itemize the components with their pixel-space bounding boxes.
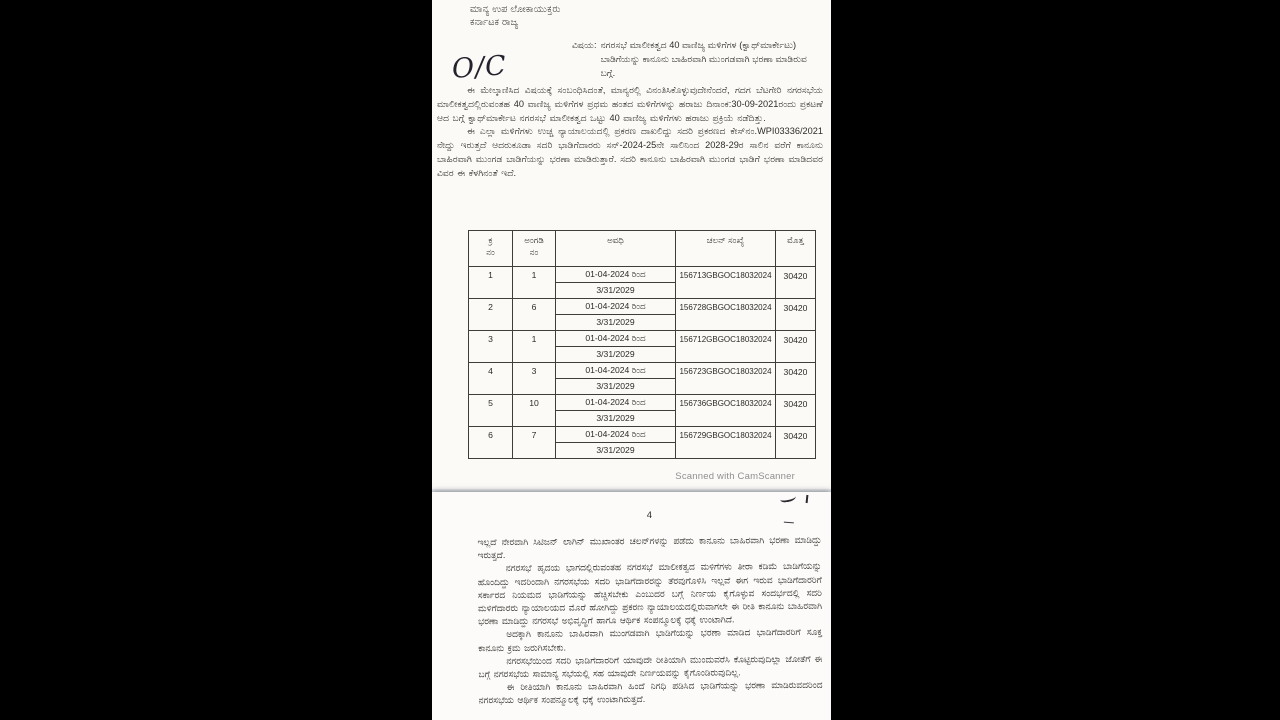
cell-amount: 30420 — [776, 299, 816, 331]
cell-amount: 30420 — [776, 395, 816, 427]
body-paragraph: ಈ ರೀತಿಯಾಗಿ ಕಾನೂನು ಬಾಹಿರವಾಗಿ ಹಿಂದೆ ನಿಗಧಿ ಪಡಿಸಿದ ಭಾಡಿಗೆಯನ್ನು ಭರಣಾ ಮಾಡಿರುವದರಿಂದ ನಗರಸಭೆಯ ಆರ್ಥಿಕ ಸಂಪನ್ಮೂಲಕ್ಕೆ ಧಕ್ಕೆ ಉಂಟಾಗಿರುತ್ತದೆ. — [478, 680, 823, 706]
cell-period-to: 3/31/2029 — [556, 315, 676, 331]
cell-period-from: 01-04-2024 ರಿಂದ — [556, 267, 676, 283]
cell-shop: 10 — [513, 395, 556, 427]
cell-challan: 156713GBGOC18032024 — [676, 267, 776, 299]
subject-block — [572, 38, 824, 80]
scanned-document — [432, 0, 831, 720]
table-row — [469, 299, 816, 315]
cell-shop: 3 — [513, 363, 556, 395]
camscanner-watermark: Scanned with CamScanner — [675, 471, 795, 482]
handwritten-oc-mark: O/C — [450, 50, 508, 85]
cell-sl: 1 — [469, 267, 513, 299]
header-amount: ಮೊತ್ತ — [776, 231, 816, 267]
rent-payment-table — [468, 230, 816, 459]
table-row — [469, 395, 816, 411]
subject-line-1: ನಗರಸಭೆ ಮಾಲೀಕತ್ವದ 40 ವಾಣಿಜ್ಯ ಮಳಿಗೆಗಳ (ಕ್ವಾಥ್‌ಮಾರ್ಕೇಟು) — [600, 40, 797, 50]
cell-period-from: 01-04-2024 ರಿಂದ — [556, 363, 676, 379]
recipient-line-2: ಕರ್ನಾಟಕ ರಾಜ್ಯ — [470, 17, 519, 28]
page-number: 4 — [646, 509, 653, 522]
cell-period-to: 3/31/2029 — [556, 347, 676, 363]
table-row — [469, 363, 816, 379]
body-paragraph-continuation: ಇಲ್ಲದೆ ನೇರವಾಗಿ ಸಿಟಿಜನ್ ಲಾಗಿನ್ ಮುಖಾಂತರ ಚಲನ್‌ಗಳನ್ನು ಪಡೆದು ಕಾನೂನು ಬಾಹಿರವಾಗಿ ಭರಣಾ ಮಾಡಿದ್ದು ಇರುತ್ತದೆ. — [477, 534, 822, 561]
cell-period-from: 01-04-2024 ರಿಂದ — [556, 395, 676, 411]
cell-shop: 6 — [513, 299, 556, 331]
header-challan-no: ಚಲನ್ ಸಂಖ್ಯೆ — [676, 231, 776, 267]
page-2-body — [477, 509, 822, 708]
cell-sl: 4 — [469, 363, 513, 395]
cell-challan: 156729GBGOC18032024 — [676, 427, 776, 459]
header-sl-no: ಕ್ರ ನಂ — [469, 231, 513, 267]
letter-body — [437, 84, 823, 181]
cell-period-from: 01-04-2024 ರಿಂದ — [556, 427, 676, 443]
cell-amount: 30420 — [776, 267, 816, 299]
body-paragraph-2: ಈ ಎಲ್ಲಾ ಮಳಿಗೆಗಳು ಉಚ್ಚ ನ್ಯಾಯಾಲಯದಲ್ಲಿ ಪ್ರಕರಣ ದಾಖಲಿದ್ದು ಸದರಿ ಪ್ರಕರಣದ ಕೇಸ್‌ನಂ.WPI03336/2021 ನೇದ್ದು ಇರುತ್ತದೆ ಆದರುಕೂಡಾ ಸದರಿ ಭಾಡಿಗೆದಾರರು ಸನ್-2024-25ನೇ ಸಾಲಿನಿಂದ 2028-29ರ ಸಾಲಿನ ವರೆಗೆ ಕಾನೂನು ಬಾಹಿರವಾಗಿ ಮುಂಗಡ ಬಾಡಿಗೆಯನ್ನು ಭರಣಾ ಮಾಡಿರುತ್ತಾರೆ. ಸದರಿ ಕಾನೂನು ಬಾಹಿರವಾಗಿ ಮುಂಗಡ ಭಾಡಿಗೆ ಭರಣಾ ಮಾಡಿದವರ ವಿವರ ಈ ಕೆಳಗಿನಂತೆ ಇದೆ. — [437, 126, 823, 178]
cell-challan: 156736GBGOC18032024 — [676, 395, 776, 427]
cell-period-to: 3/31/2029 — [556, 379, 676, 395]
pen-scribble — [780, 493, 797, 503]
body-paragraph: ನಗರಸಭೆಯಿಂದ ಸದರಿ ಭಾಡಿಗೆದಾರರಿಗೆ ಯಾವುದೇ ರೀತಿಯಾಗಿ ಮುಂದುವರೆಸಿ ಕೊಟ್ಟಿರುವುದಿಲ್ಲಾ ಜೋತೆಗೆ ಈ ಬಗ್ಗೆ ನಗರಸಭೆಯ ಸಾಮಾನ್ಯ ಸಭೆಯಲ್ಲಿ ಸಹ ಯಾವುದೇ ನಿರ್ಣಯವನ್ನು ಕೈಗೊಂಡಿರುವುದಿಲ್ಲ. — [478, 653, 823, 680]
cell-period-from: 01-04-2024 ರಿಂದ — [556, 331, 676, 347]
subject-label: ವಿಷಯ: — [572, 40, 597, 50]
cell-sl: 2 — [469, 299, 513, 331]
table-row — [469, 267, 816, 283]
cell-shop: 7 — [513, 427, 556, 459]
cell-period-to: 3/31/2029 — [556, 411, 676, 427]
header-shop-no: ಅಂಗಡಿ ನಂ — [513, 231, 556, 267]
cell-sl: 3 — [469, 331, 513, 363]
cell-amount: 30420 — [776, 363, 816, 395]
cell-period-from: 01-04-2024 ರಿಂದ — [556, 299, 676, 315]
cell-amount: 30420 — [776, 331, 816, 363]
pen-scribble — [806, 495, 809, 503]
cell-sl: 6 — [469, 427, 513, 459]
subject-line-3: ಬಗ್ಗೆ. — [600, 68, 616, 78]
page-1 — [432, 0, 831, 490]
header-period: ಅವಧಿ — [556, 231, 676, 267]
cell-shop: 1 — [513, 331, 556, 363]
table-row — [469, 427, 816, 443]
recipient-line-1: ಮಾನ್ಯ ಉಪ ಲೋಕಾಯುಕ್ತರು — [470, 4, 561, 15]
cell-period-to: 3/31/2029 — [556, 443, 676, 459]
subject-lines — [601, 38, 824, 80]
cell-period-to: 3/31/2029 — [556, 283, 676, 299]
letter-recipient-header — [470, 3, 561, 29]
cell-challan: 156712GBGOC18032024 — [676, 331, 776, 363]
page-2 — [432, 492, 831, 720]
cell-sl: 5 — [469, 395, 513, 427]
cell-shop: 1 — [513, 267, 556, 299]
cell-challan: 156723GBGOC18032024 — [676, 363, 776, 395]
table-header-row — [469, 231, 816, 267]
body-paragraph-1: ಈ ಮೇಲ್ಕಾಣಿಸಿದ ವಿಷಯಕ್ಕೆ ಸಂಬಂಧಿಸಿದಂತೆ, ಮಾನ್ಯರಲ್ಲಿ ವಿನಂತಿಸಿಕೊಳ್ಳುವುದೇನೆಂದರೆ, ಗದಗ ಬೆಟಗೇರಿ ನಗರಸಭೆಯ ಮಾಲೀಕತ್ವದಲ್ಲಿರುವಂತಹ 40 ವಾಣಿಜ್ಯ ಮಳಿಗೆಗಳ ಪ್ರಥಮ ಹಂತದ ಮಳಿಗೆಗಳನ್ನು ಹರಾಜು ದಿನಾಂಕ:30-09-2021ರಂದು ಪ್ರಕಟಣೆ ಆದ ಬಗ್ಗೆ ಕ್ವಾಥ್‌ಮಾರ್ಕೇಟ ನಗರಸಭೆ ಮಾಲೀಕತ್ವದ ಒಟ್ಟು 40 ವಾಣಿಜ್ಯ ಮಳಿಗೆಗಳು ಹರಾಜು ಪ್ರಕ್ರಿಯೆ ನಡೆದಿತ್ತು. — [437, 85, 823, 123]
body-paragraph: ನಗರಸಭೆ ಹೃದಯ ಭಾಗದಲ್ಲಿರುವಂತಹ ನಗರಸಭೆ ಮಾಲೀಕತ್ವದ ಮಳಿಗೆಗಳು ತೀರಾ ಕಡಿಮೆ ಬಾಡಿಗೆಯನ್ನು ಹೊಂದಿದ್ದು ಇದರಿಂದಾಗಿ ನಗರಸಭೆಯ ಸದರಿ ಭಾಡಿಗೆದಾರರನ್ನು ತೆರವುಗೊಳಿಸಿ ಇಲ್ಲವೆ ಈಗ ಇರುವ ಭಾಡಿಗೆದಾರರಿಗೆ ಸರ್ಕಾರದ ನಿಯಮದ ಭಾಡಿಗೆಯನ್ನು ಹೆಚ್ಚಿಸಬೇಕು ಎಂಬುದರ ಬಗ್ಗೆ ನಿರ್ಣಯ ಕೈಗೊಳ್ಳುವ ಸಂದರ್ಭದಲ್ಲಿ ಸದರಿ ಮಳಿಗೆದಾರರು ನ್ಯಾಯಾಲಯದ ಮೊರೆ ಹೋಗಿದ್ದು ಪ್ರಕರಣ ನ್ಯಾಯಾಲಯದಲ್ಲಿರುವಾಗಲೇ ಈ ರೀತಿ ಕಾನೂನು ಬಾಹಿರವಾಗಿ ಭರಣಾ ಮಾಡಿದ್ದು ನಗರಸಭೆ ಅಭಿವೃದ್ಧಿಗೆ ಹಾಗೂ ಆರ್ಥಿಕ ಸಂಪನ್ಮೂಲಕ್ಕೆ ಧಕ್ಕೆ ಉಂಟಾಗಿದೆ. — [477, 561, 823, 627]
body-paragraph: ಅದಕ್ಕಾಗಿ ಕಾನೂನು ಬಾಹಿರವಾಗಿ ಮುಂಗಡವಾಗಿ ಭಾಡಿಗೆಯನ್ನು ಭರಣಾ ಮಾಡಿದ ಭಾಡಿಗೆದಾರರಿಗೆ ಸೂಕ್ತ ಕಾನೂನು ಕ್ರಮ ಜರುಗಿಸಬೇಕು. — [478, 627, 823, 653]
cell-amount: 30420 — [776, 427, 816, 459]
table-row — [469, 331, 816, 347]
cell-challan: 156728GBGOC18032024 — [676, 299, 776, 331]
subject-line-2: ಬಾಡಿಗೆಯನ್ನು ಕಾನೂನು ಬಾಹಿರವಾಗಿ ಮುಂಗಡವಾಗಿ ಭರಣಾ ಮಾಡಿರುವ — [600, 54, 807, 64]
